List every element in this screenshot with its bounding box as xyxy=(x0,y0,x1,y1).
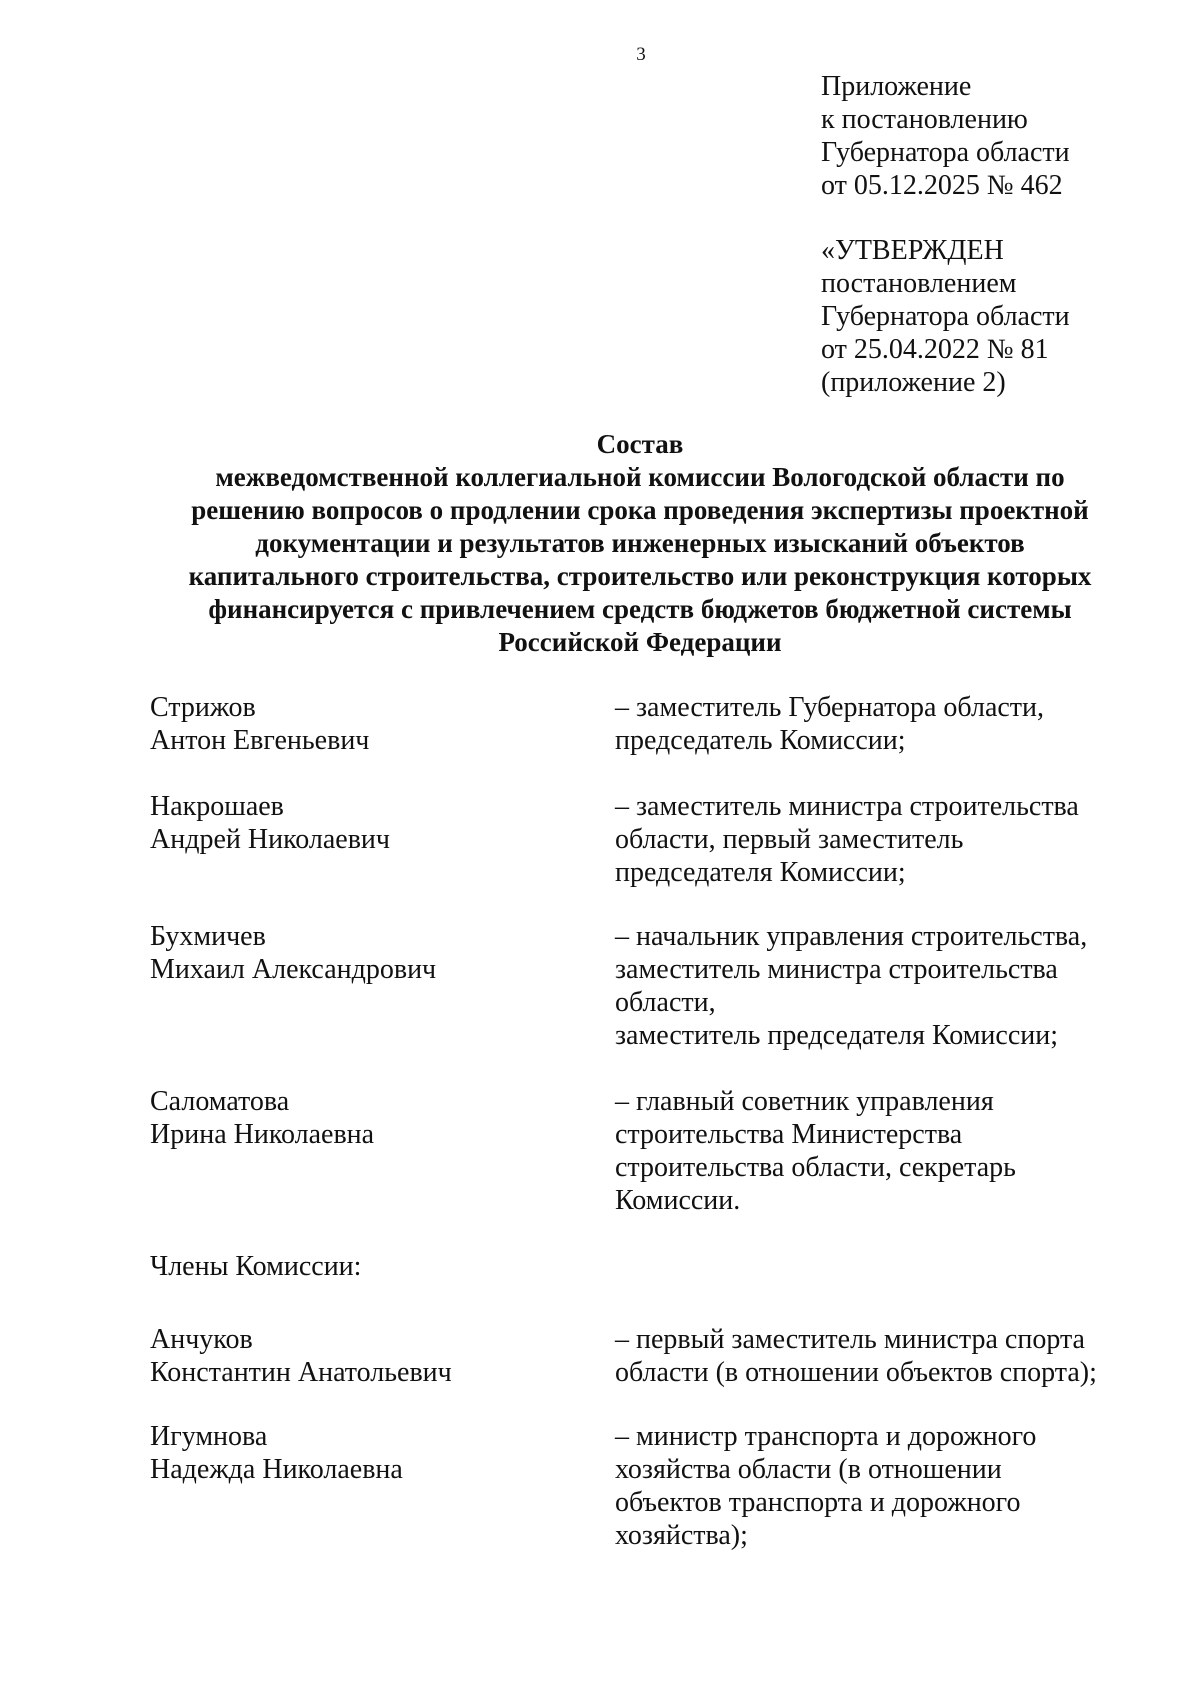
approved-line: (приложение 2) xyxy=(821,367,1006,398)
member-surname: Накрошаев xyxy=(150,791,284,822)
member-name xyxy=(150,920,590,986)
title-line: Состав xyxy=(596,429,684,459)
role-line: – заместитель министра строительства xyxy=(615,791,1079,822)
member-surname: Игумнова xyxy=(150,1421,268,1452)
role-line: хозяйства области (в отношении xyxy=(615,1454,1002,1485)
title-line: решению вопросов о продлении срока проведения экспертизы проектной xyxy=(191,495,1089,525)
member-name xyxy=(150,1420,590,1486)
title-line: Российской Федерации xyxy=(498,627,782,657)
member-surname: Стрижов xyxy=(150,692,256,723)
member-role xyxy=(615,1085,1135,1217)
appendix-reference xyxy=(821,70,1070,202)
role-line: заместитель председателя Комиссии; xyxy=(615,1020,1059,1051)
title-line: капитального строительства, строительство или реконструкция которых xyxy=(188,561,1092,591)
member-role xyxy=(615,920,1135,1052)
approved-line: от 25.04.2022 № 81 xyxy=(821,334,1049,365)
role-line: области, xyxy=(615,987,716,1018)
appendix-line: к постановлению xyxy=(821,104,1028,135)
member-name xyxy=(150,1323,590,1389)
member-given-names: Андрей Николаевич xyxy=(150,824,390,855)
member-name xyxy=(150,691,590,757)
role-line: – заместитель Губернатора области, xyxy=(615,692,1045,723)
role-line: председателя Комиссии; xyxy=(615,857,906,888)
member-name xyxy=(150,790,590,856)
member-role xyxy=(615,1323,1135,1389)
member-surname: Саломатова xyxy=(150,1086,290,1117)
member-given-names: Константин Анатольевич xyxy=(150,1357,452,1388)
approved-line: «УТВЕРЖДЕН xyxy=(821,235,1004,266)
role-line: – начальник управления строительства, xyxy=(615,921,1088,952)
member-given-names: Ирина Николаевна xyxy=(150,1119,375,1150)
role-line: хозяйства); xyxy=(615,1520,748,1551)
role-line: – министр транспорта и дорожного xyxy=(615,1421,1037,1452)
member-surname: Анчуков xyxy=(150,1324,253,1355)
title-line: межведомственной коллегиальной комиссии Вологодской области по xyxy=(215,462,1065,492)
document-title xyxy=(130,428,1150,659)
approval-stamp-text xyxy=(821,234,1070,399)
members-section-label: Члены Комиссии: xyxy=(150,1251,362,1282)
appendix-line: от 05.12.2025 № 462 xyxy=(821,170,1063,201)
member-given-names: Надежда Николаевна xyxy=(150,1454,403,1485)
appendix-line: Приложение xyxy=(821,71,972,102)
role-line: объектов транспорта и дорожного xyxy=(615,1487,1021,1518)
member-name xyxy=(150,1085,590,1151)
role-line: области (в отношении объектов спорта); xyxy=(615,1357,1097,1388)
role-line: заместитель министра строительства xyxy=(615,954,1058,985)
approved-line: постановлением xyxy=(821,268,1017,299)
member-role xyxy=(615,790,1135,889)
member-role xyxy=(615,691,1135,757)
role-line: – главный советник управления xyxy=(615,1086,994,1117)
title-line: финансируется с привлечением средств бюджетов бюджетной системы xyxy=(208,594,1072,624)
role-line: строительства области, секретарь xyxy=(615,1152,1016,1183)
member-role xyxy=(615,1420,1135,1552)
appendix-line: Губернатора области xyxy=(821,137,1070,168)
member-given-names: Михаил Александрович xyxy=(150,954,437,985)
title-line: документации и результатов инженерных изысканий объектов xyxy=(255,528,1025,558)
member-given-names: Антон Евгеньевич xyxy=(150,725,370,756)
role-line: строительства Министерства xyxy=(615,1119,963,1150)
member-surname: Бухмичев xyxy=(150,921,266,952)
approved-line: Губернатора области xyxy=(821,301,1070,332)
role-line: области, первый заместитель xyxy=(615,824,964,855)
role-line: – первый заместитель министра спорта xyxy=(615,1324,1085,1355)
page-number: 3 xyxy=(636,44,646,65)
role-line: Комиссии. xyxy=(615,1185,741,1216)
role-line: председатель Комиссии; xyxy=(615,725,906,756)
